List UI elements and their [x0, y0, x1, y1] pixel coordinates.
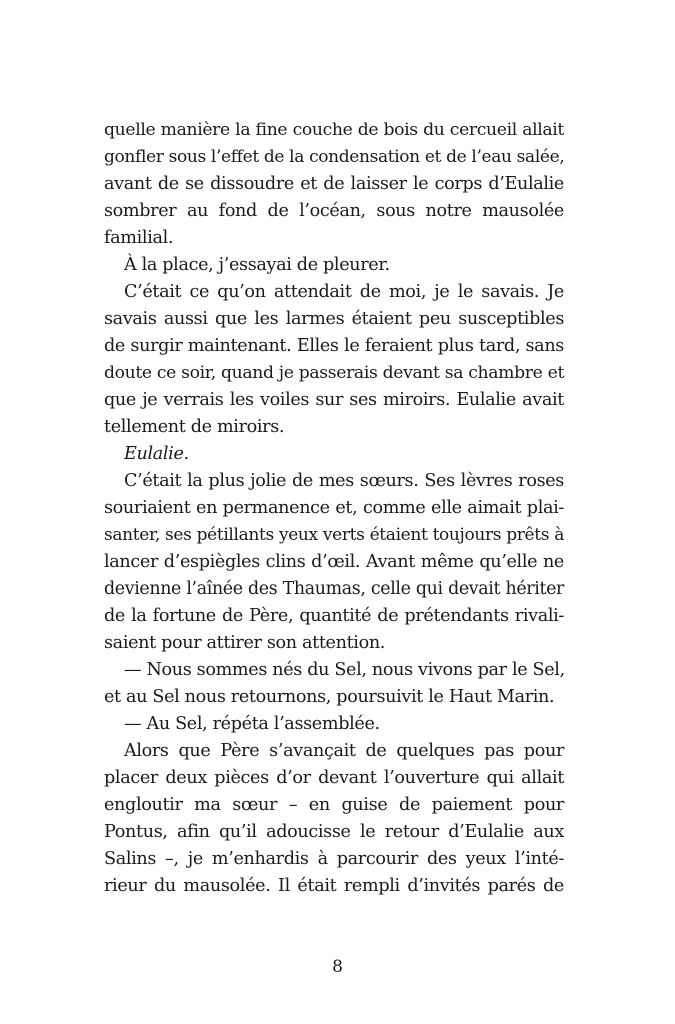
- text-line: tellement de miroirs.: [104, 417, 285, 437]
- text-line: À la place, j’essayai de pleurer.: [124, 255, 390, 275]
- text-line: quelle manière la fine couche de bois du cercueil allait: [104, 120, 564, 140]
- text-line: de la fortune de Père, quantité de prétendants rivali-: [104, 606, 564, 626]
- text-line-italic: Eulalie.: [124, 444, 189, 464]
- text-line: et au Sel nous retournons, poursuivit le Haut Marin.: [104, 687, 555, 707]
- text-line: — Au Sel, répéta l’assemblée.: [124, 714, 380, 734]
- text-line: santer, ses pétillants yeux verts étaient toujours prêts à: [104, 525, 564, 545]
- page-body: [104, 117, 564, 900]
- text-line: — Nous sommes nés du Sel, nous vivons par le Sel,: [124, 660, 565, 680]
- text-line: C’était ce qu’on attendait de moi, je le savais. Je: [124, 282, 564, 302]
- text-line: sombrer au fond de l’océan, sous notre mausolée: [104, 201, 564, 221]
- text-line: Alors que Père s’avançait de quelques pas pour: [124, 741, 564, 761]
- text-line: Salins –, je m’enhardis à parcourir des yeux l’inté-: [104, 849, 564, 869]
- text-line: gonfler sous l’effet de la condensation et de l’eau salée,: [104, 147, 565, 167]
- text-line: savais aussi que les larmes étaient peu susceptibles: [104, 309, 564, 329]
- text-line: souriaient en permanence et, comme elle aimait plai-: [104, 498, 564, 518]
- text-line: doute ce soir, quand je passerais devant sa chambre et: [104, 363, 564, 383]
- text-line: saient pour attirer son attention.: [104, 633, 386, 653]
- page-number: 8: [332, 957, 343, 977]
- text-line: engloutir ma sœur – en guise de paiement pour: [104, 795, 564, 815]
- text-line: de surgir maintenant. Elles le feraient plus tard, sans: [104, 336, 564, 356]
- text-line: devienne l’aînée des Thaumas, celle qui devait hériter: [104, 579, 564, 599]
- text-line: lancer d’espiègles clins d’œil. Avant même qu’elle ne: [104, 552, 564, 572]
- text-line: avant de se dissoudre et de laisser le corps d’Eulalie: [104, 174, 564, 194]
- text-line: familial.: [104, 228, 174, 248]
- text-line: Pontus, afin qu’il adoucisse le retour d’Eulalie aux: [104, 822, 564, 842]
- text-line: C’était la plus jolie de mes sœurs. Ses lèvres roses: [124, 471, 564, 491]
- text-line: rieur du mausolée. Il était rempli d’invités parés de: [104, 876, 564, 896]
- text-line: placer deux pièces d’or devant l’ouverture qui allait: [104, 768, 564, 788]
- text-line: que je verrais les voiles sur ses miroirs. Eulalie avait: [104, 390, 564, 410]
